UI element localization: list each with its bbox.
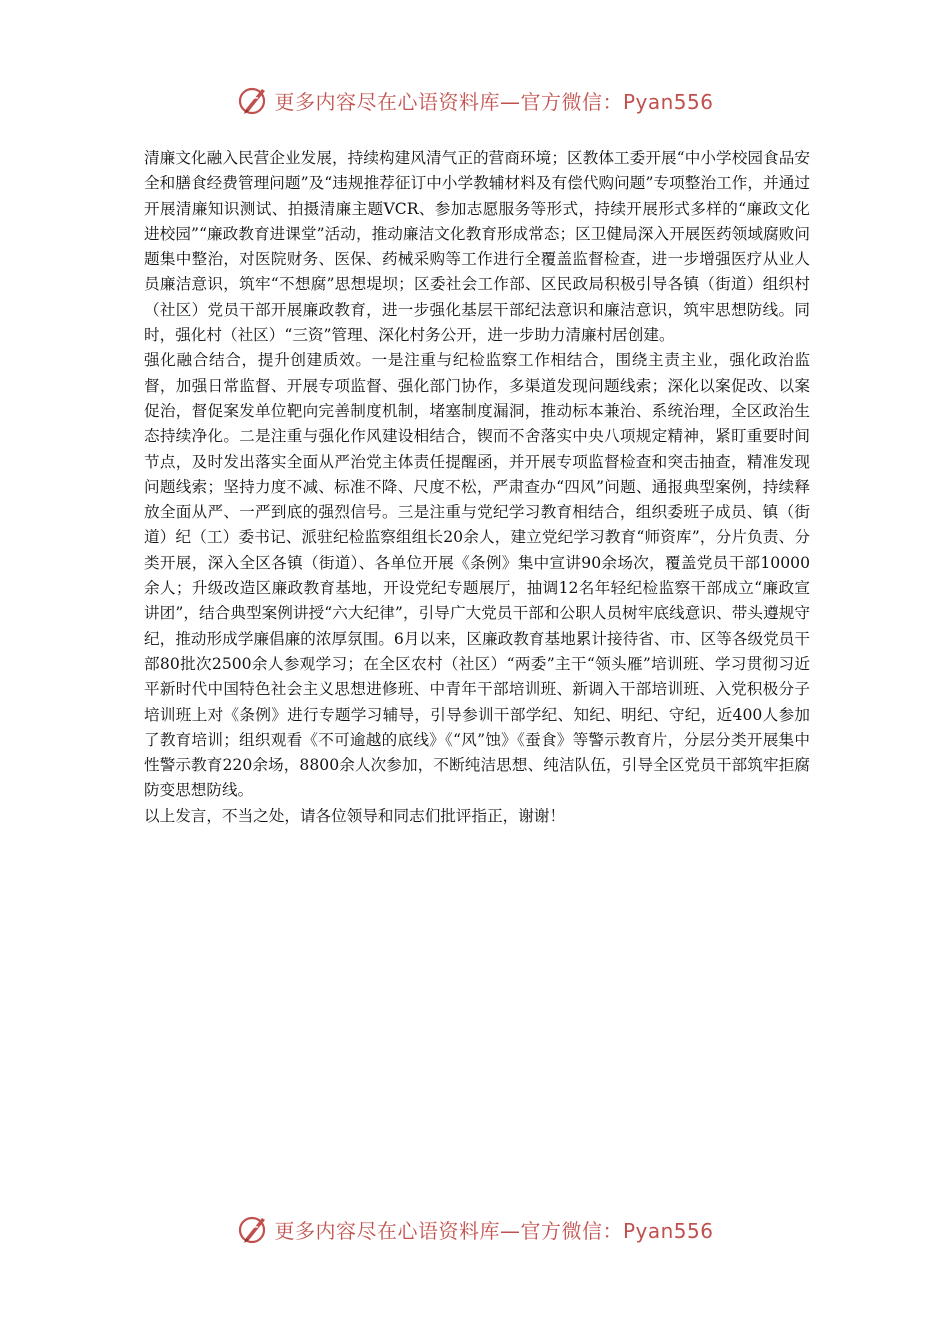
header-watermark [0, 80, 950, 120]
footer-watermark [0, 1209, 950, 1249]
watermark-text: 更多内容尽在心语资料库—官方微信：Pyan556 [274, 89, 714, 114]
watermark-text: 更多内容尽在心语资料库—官方微信：Pyan556 [274, 1218, 714, 1243]
pen-circle-logo-icon [236, 1212, 270, 1246]
pen-circle-logo-icon [236, 83, 270, 117]
body-paragraph: 清廉文化融入民营企业发展，持续构建风清气正的营商环境；区教体工委开展“中小学校园食品安全和膳食经费管理问题”及“违规推荐征订中小学教辅材料及有偿代购问题”专项整治工作，并通过开展清廉知识测试、拍摄清廉主题VCR、参加志愿服务等形式，持续开展形式多样的“廉政文化进校园”“廉政教育进课堂”活动，推动廉洁文化教育形成常态；区卫健局深入开展医药领域腐败问题集中整治，对医院财务、医保、药械采购等工作进行全覆盖监督检查，进一步增强医疗从业人员廉洁意识，筑牢“不想腐”思想堤坝；区委社会工作部、区民政局积极引导各镇（街道）组织村（社区）党员干部开展廉政教育，进一步强化基层干部纪法意识和廉洁意识，筑牢思想防线。同时，强化村（社区）“三资”管理、深化村务公开，进一步助力清廉村居创建。 [144, 149, 810, 345]
closing-paragraph: 以上发言，不当之处，请各位领导和同志们批评指正，谢谢！ [144, 806, 566, 825]
body-paragraph: 强化融合结合，提升创建质效。一是注重与纪检监察工作相结合，围绕主责主业，强化政治监督，加强日常监督、开展专项监督、强化部门协作，多渠道发现问题线索；深化以案促改、以案促治，督促案发单位靶向完善制度机制，堵塞制度漏洞，推动标本兼治、系统治理，全区政治生态持续净化。二是注重与强化作风建设相结合，锲而不舍落实中央八项规定精神，紧盯重要时间节点，及时发出落实全面从严治党主体责任提醒函，并开展专项监督检查和突击抽查，精准发现问题线索；坚持力度不减、标准不降、尺度不松，严肃查办“四风”问题、通报典型案例，持续释放全面从严、一严到底的强烈信号。三是注重与党纪学习教育相结合，组织委班子成员、镇（街道）纪（工）委书记、派驻纪检监察组组长20余人，建立党纪学习教育“师资库”，分片负责、分类开展，深入全区各镇（街道）、各单位开展《条例》集中宣讲90余场次，覆盖党员干部10000余人；升级改造区廉政教育基地，开设党纪专题展厅，抽调12名年轻纪检监察干部成立“廉政宣讲团”，结合典型案例讲授“六大纪律”，引导广大党员干部和公职人员树牢底线意识、带头遵规守纪，推动形成学廉倡廉的浓厚氛围。6月以来，区廉政教育基地累计接待省、市、区等各级党员干部80批次2500余人参观学习；在全区农村（社区）“两委”主干“领头雁”培训班、学习贯彻习近平新时代中国特色社会主义思想进修班、中青年干部培训班、新调入干部培训班、入党积极分子培训班上对《条例》进行专题学习辅导，引导参训干部学纪、知纪、明纪、守纪，近400人参加了教育培训；组织观看《不可逾越的底线》《“风”蚀》《蚕食》等警示教育片，分层分类开展集中性警示教育220余场，8800余人次参加，不断纯洁思想、纯洁队伍，引导全区党员干部筑牢拒腐防变思想防线。 [144, 351, 810, 800]
document-body [144, 146, 810, 829]
